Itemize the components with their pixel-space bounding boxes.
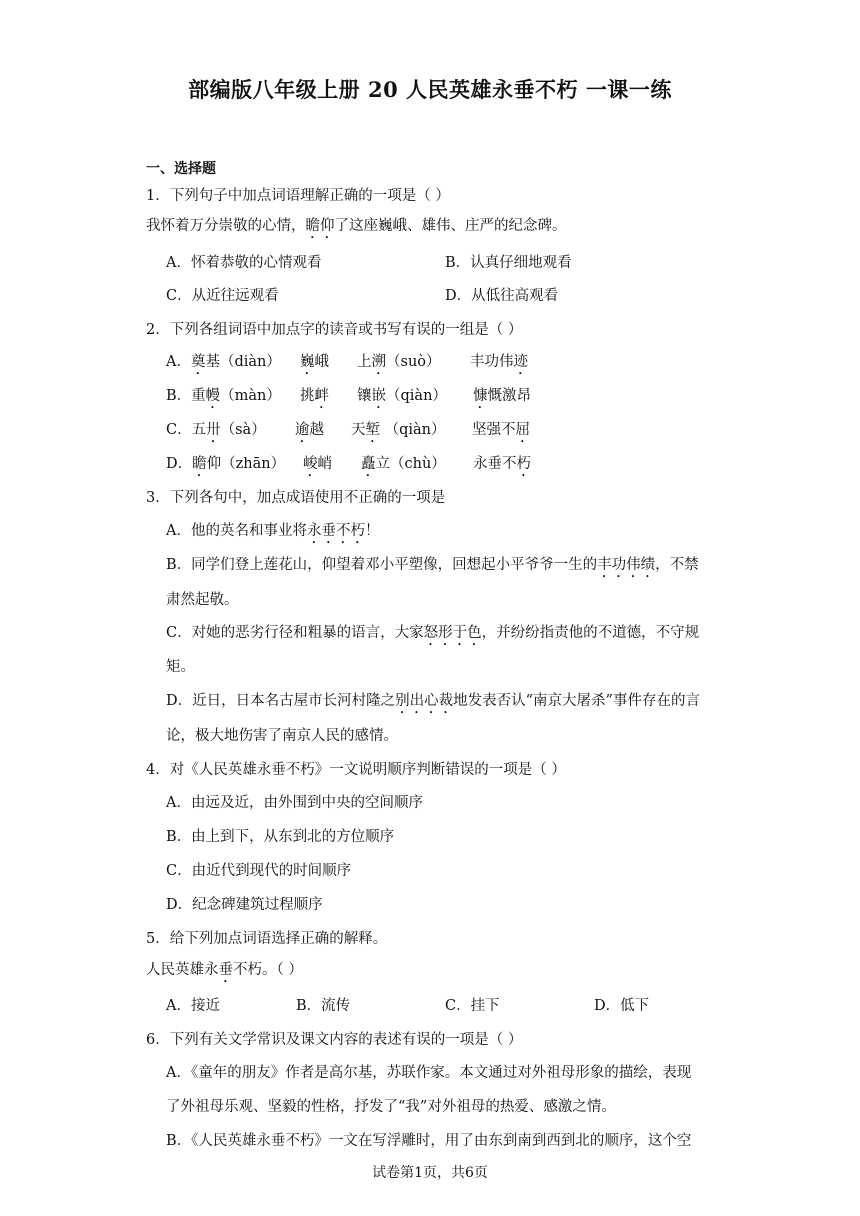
word-text: 峭 (317, 456, 332, 472)
question-1-option-c: C．从近往远观看 (166, 288, 279, 304)
question-5-option-d: D．低下 (594, 998, 650, 1014)
word-text: 峨 (314, 354, 329, 370)
question-6-option-a-cont: 了外祖母乐观、坚毅的性格，抒发了“我”对外祖母的热爱、感激之情。 (166, 1099, 616, 1115)
option-text: ，不禁 (655, 557, 699, 573)
question-3-option-c-cont: 矩。 (166, 659, 195, 675)
emphasized-char: 矗 (361, 456, 376, 472)
option-text: 地发表否认“南京大屠杀”事件存在的言 (453, 693, 700, 709)
word-text: （qiàn） (386, 388, 447, 404)
emphasized-idiom: 丰功伟绩 (597, 557, 656, 573)
word-text: 永垂不 (473, 456, 517, 472)
word-text: 重 (191, 388, 206, 404)
page-title: 部编版八年级上册 20 人民英雄永垂不朽 一课一练 (188, 77, 672, 102)
word-text: 立（chù） (375, 456, 446, 472)
word-text: 坚强不 (472, 422, 516, 438)
question-6-option-b: B．《人民英雄永垂不朽》一文在写浮雕时，用了由东到南到西到北的顺序，这个空 (166, 1133, 692, 1149)
emphasized-char: 嵌 (371, 388, 386, 404)
emphasized-char: 幔 (205, 388, 221, 404)
option-text: C．对她的恶劣行径和粗暴的语言，大家 (166, 625, 424, 641)
question-4-option-c: C．由近代到现代的时间顺序 (166, 863, 352, 879)
question-3-option-c (166, 623, 699, 649)
emphasized-idiom: 永垂不朽 (306, 523, 365, 539)
option-label: C． (166, 422, 192, 438)
emphasized-char: 卅 (206, 422, 221, 438)
question-4-stem: 4．对《人民英雄永垂不朽》一文说明顺序判断错误的一项是（ ） (146, 762, 566, 778)
question-2-option-b (166, 386, 281, 412)
emphasized-char: 峻 (303, 456, 318, 472)
question-4-option-b: B．由上到下，从东到北的方位顺序 (166, 829, 395, 845)
question-3-option-b-cont: 肃然起敬。 (166, 592, 239, 608)
word-text: 镶 (357, 388, 372, 404)
emphasized-char: 迹 (513, 354, 528, 370)
question-3-option-d (166, 691, 700, 717)
emphasized-char: 衅 (314, 388, 329, 404)
emphasized-char: 朽 (516, 456, 531, 472)
word-text: 天 (351, 422, 366, 438)
question-3-option-a (166, 521, 379, 547)
emphasized-char: 慷 (473, 388, 488, 404)
word-text: 仰（zhān） (206, 456, 286, 472)
question-6-stem: 6．下列有关文学常识及课文内容的表述有误的一项是（ ） (146, 1032, 523, 1048)
question-2-option-d-word4 (473, 454, 531, 480)
question-5-option-a: A．接近 (166, 998, 220, 1014)
option-text: D．近日，日本名古屋市长河村隆之 (166, 693, 396, 709)
option-text: A．他的英名和事业将 (166, 523, 307, 539)
question-2-option-b-word3 (357, 386, 447, 412)
emphasized-word: 垂 (218, 962, 233, 978)
word-text: 基（diàn） (205, 354, 281, 370)
question-5-sentence (146, 960, 303, 986)
option-label: D． (166, 456, 193, 472)
question-2-option-a-word2 (300, 352, 329, 378)
page-footer: 试卷第1页，共6页 (372, 1165, 488, 1181)
question-3-stem: 3．下列各句中，加点成语使用不正确的一项是 (146, 490, 446, 506)
question-2-option-b-word2 (300, 386, 329, 412)
question-2-option-d (166, 454, 285, 480)
question-2-option-b-word4 (473, 386, 531, 412)
word-text: 挑 (300, 388, 315, 404)
word-text: 丰功伟 (470, 354, 514, 370)
question-5-option-c: C．挂下 (445, 998, 500, 1014)
emphasized-word: 瞻仰 (305, 218, 335, 234)
question-1-option-b: B．认真仔细地观看 (445, 255, 572, 271)
emphasized-char: 瞻 (192, 456, 207, 472)
question-5-option-b: B．流传 (296, 998, 351, 1014)
option-label: A． (166, 354, 191, 370)
sentence-text: 我怀着万分崇敬的心情， (146, 218, 306, 234)
sentence-text: 不朽。（ ） (233, 962, 303, 978)
word-text: （qiàn） (380, 422, 446, 438)
emphasized-idiom: 别出心裁 (395, 693, 454, 709)
word-text: 越 (309, 422, 324, 438)
question-2-option-a-word4 (470, 352, 528, 378)
question-4-option-d: D．纪念碑建筑过程顺序 (166, 897, 323, 913)
option-text: B．同学们登上莲花山，仰望着邓小平塑像，回想起小平爷爷一生的 (166, 557, 598, 573)
section-heading: 一、选择题 (146, 161, 216, 177)
emphasized-char: 逾 (295, 422, 310, 438)
question-1-option-a: A．怀着恭敬的心情观看 (166, 255, 322, 271)
question-2-option-c-word3 (351, 420, 446, 446)
question-2-option-c (166, 420, 266, 446)
word-text: 上 (357, 354, 372, 370)
question-2-option-a-word3 (357, 352, 441, 378)
emphasized-char: 溯 (371, 354, 386, 370)
word-text: 慨激昂 (487, 388, 531, 404)
emphasized-char: 堑 (365, 422, 380, 438)
question-1-option-d: D．从低往高观看 (445, 288, 559, 304)
word-text: （suò） (386, 354, 441, 370)
option-label: B． (166, 388, 192, 404)
emphasized-idiom: 怒形于色 (423, 625, 482, 641)
question-6-option-a: A．《童年的朋友》作者是高尔基，苏联作家。本文通过对外祖母形象的描绘，表现 (166, 1065, 692, 1081)
question-2-option-d-word2 (303, 454, 332, 480)
word-text: 五 (191, 422, 207, 438)
question-2-option-c-word2 (295, 420, 324, 446)
question-2-option-c-word4 (472, 420, 530, 446)
sentence-text: 人民英雄永 (146, 962, 219, 978)
question-2-stem: 2．下列各组词语中加点字的读音或书写有误的一组是（ ） (146, 322, 523, 338)
emphasized-char: 屈 (515, 422, 530, 438)
question-1-stem: 1．下列句子中加点词语理解正确的一项是（ ） (146, 188, 450, 204)
question-3-option-d-cont: 论，极大地伤害了南京人民的感情。 (166, 728, 398, 744)
word-text: （màn） (220, 388, 281, 404)
word-text: （sà） (220, 422, 266, 438)
question-1-sentence (146, 216, 567, 242)
option-text: ！ (364, 523, 380, 539)
emphasized-char: 奠 (190, 354, 206, 370)
question-3-option-b (166, 555, 699, 581)
question-2-option-a (166, 352, 281, 378)
question-5-stem: 5．给下列加点词语选择正确的解释。 (146, 931, 388, 947)
option-text: ，并纷纷指责他的不道德，不守规 (481, 625, 700, 641)
question-2-option-d-word3 (361, 454, 446, 480)
question-4-option-a: A．由远及近，由外围到中央的空间顺序 (166, 795, 423, 811)
emphasized-char: 巍 (300, 354, 315, 370)
sentence-text: 了这座巍峨、雄伟、庄严的纪念碑。 (334, 218, 567, 234)
